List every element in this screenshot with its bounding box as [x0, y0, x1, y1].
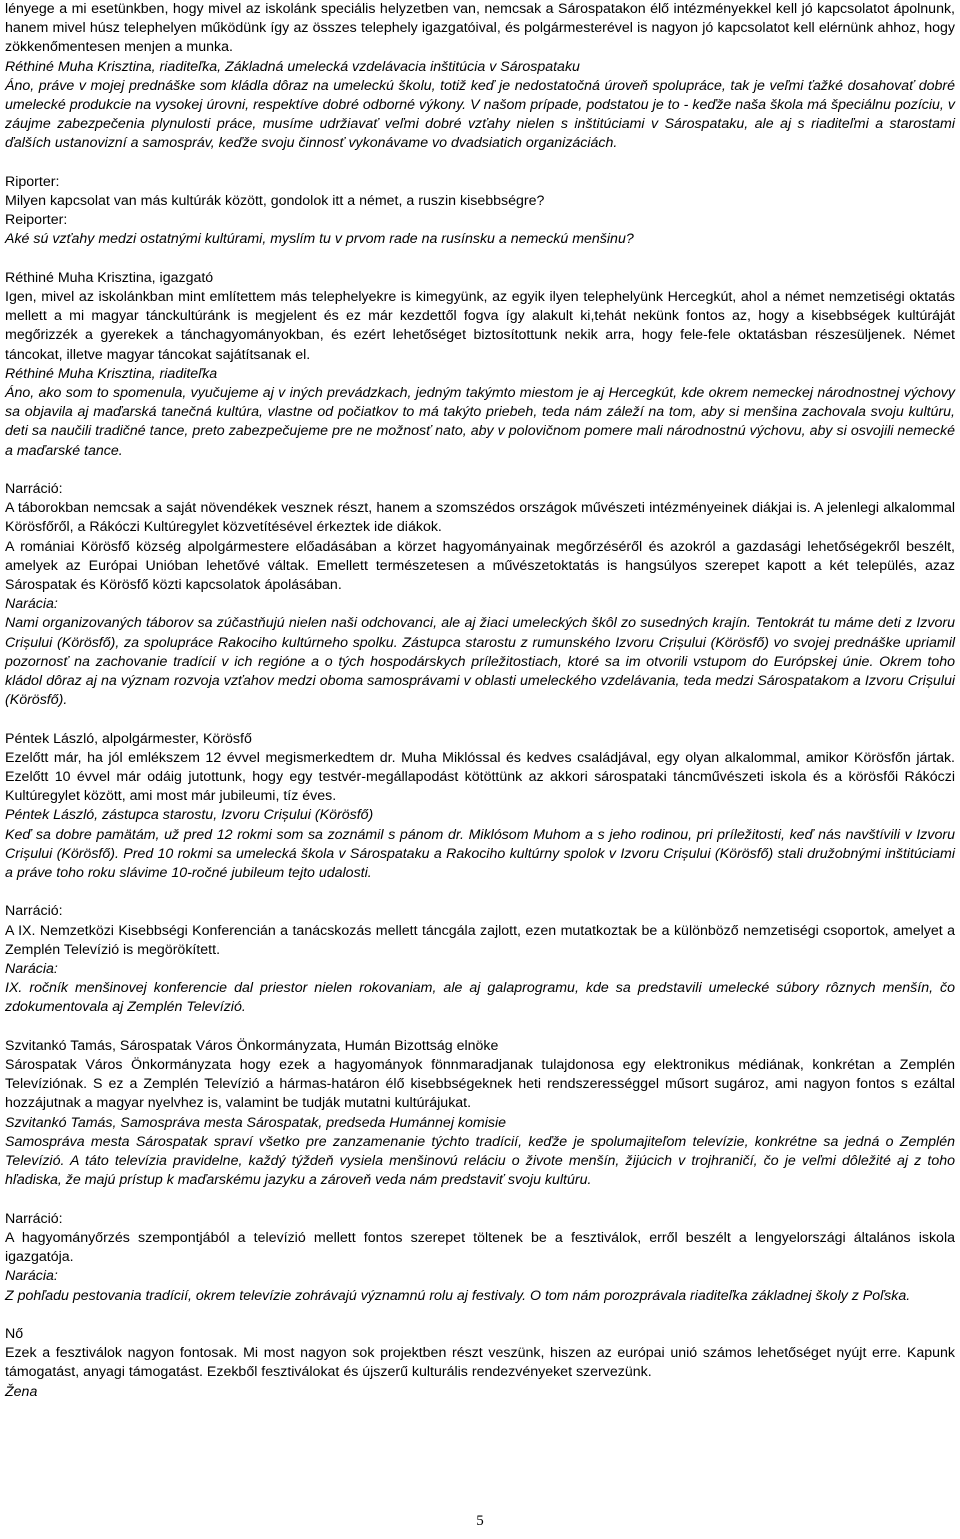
slovak-paragraph: Szvitankó Tamás, Samospráva mesta Sárospatak, predseda Humánnej komisie: [5, 1114, 507, 1131]
hungarian-paragraph: Igen, mivel az iskolánkban mint említettem más telephelyekre is kimegyünk, az egyik ilyen telephelyünk Hercegkút, ahol a német nemzetiségi oktatás mellett a mi magyar tánckultúránk is megjelent és ez már kezdettől fogva így alakult ki,tehát nekünk fontos az, hogy a kisebbségek kultúráját megőrizzék a gyerekek a tánchagyományokban, és ezért lehetőséget biztosítottunk nekik arra, hogy fele-fele oktatásban részesüljenek. Német táncokat, illetve magyar táncokat sajátítsanak el.: [5, 289, 955, 363]
hungarian-paragraph: Péntek László, alpolgármester, Körösfő: [5, 730, 252, 747]
hungarian-paragraph: Narráció:: [5, 1210, 63, 1227]
slovak-paragraph: Réthiné Muha Krisztina, riaditeľka: [5, 365, 218, 382]
hungarian-paragraph: Ezelőtt már, ha jól emlékszem 12 évvel megismerkedtem dr. Muha Miklóssal és kedves családjával, egy olyan alkalommal, amikor Körösfőn jártak. Ezelőtt 10 évvel már odáig jutottunk, hogy egy testvér-megállapodást kötöttünk az akkori sárospataki táncművészeti iskola és a körösfői Rákóczi Kultúregylet között, ami most már jubileumi, tíz éves.: [5, 749, 955, 805]
paragraph-gap: [5, 250, 955, 269]
paragraph-gap: [5, 1018, 955, 1037]
hungarian-paragraph: Nő: [5, 1325, 24, 1342]
slovak-paragraph: Áno, práve v mojej prednáške som kládla dôraz na umeleckú školu, totiž keď je nedostatočná úroveň spolupráce, tak je veľmi ťažké dosahovať dobré umelecké produkcie na vysokej úrovni, respektíve dobré odborné výkony. V našom prípade, podstatou je to - keďže naša škola má špeciálnu pozíciu, v záujme zabezpečenia plynulosti práce, musíme udržiavať veľmi dobré vzťahy nielen s inštitúciami v Sárospataku, ale aj s riaditeľmi a starostami ďalších ustanovizní a samospráv, keďže svoju činnosť vykonávame vo dvadsiatich organizáciách.: [5, 77, 955, 152]
slovak-paragraph: Péntek László, zástupca starostu, Izvoru Crișului (Körösfő): [5, 807, 374, 824]
slovak-paragraph: Nami organizovaných táborov sa zúčastňujú nielen naši odchovanci, ale aj žiaci umeleckých škôl zo susedných krajín. Tentokrát tu máme deti z Izvoru Crișului (Körösfő), za spolupráce Rakociho kultúrneho spolku. Zástupca starostu z rumunského Izvoru Crișului (Körösfő) vo svojej prednáške upriamil pozornosť na zachovanie tradícií v ich regióne a o tých hospodárskych príležitostiach, ktoré sa im otvorili vstupom do Európskej únie. Okrem toho kládol dôraz aj na význam rozvoja vzťahov medzi oboma samosprávami v oblasti umeleckého vzdelávania, teda medzi Sárospatakom a Izvoru Crișului (Körösfő).: [5, 615, 955, 709]
hungarian-paragraph: Milyen kapcsolat van más kultúrák között, gondolok itt a német, a ruszin kisebbségre?: [5, 193, 545, 210]
hungarian-paragraph: lényege a mi esetünkben, hogy mivel az iskolánk speciális helyzetben van, nemcsak a Sárospatakon élő intézményekkel kell jó kapcsolatot ápolnunk, hanem mivel húsz telephelyen működünk így az összes telephely igazgatóival, és polgármesterével is nagyon jó kapcsolatot kell elérnünk ahhoz, hogy zökkenőmentesen menjen a munka.: [5, 1, 955, 56]
paragraph-gap: [5, 1191, 955, 1210]
hungarian-paragraph: Reiporter:: [5, 212, 68, 229]
hungarian-paragraph: Szvitankó Tamás, Sárospatak Város Önkormányzata, Humán Bizottság elnöke: [5, 1037, 499, 1054]
hungarian-paragraph: A IX. Nemzetközi Kisebbségi Konferencián a tanácskozás mellett táncgála zajlott, ezen mutatkoztak be a különböző nemzetiségi csoportok, amelyet a Zemplén Televízió is megörökített.: [5, 922, 955, 958]
document-page: [5, 0, 955, 1402]
slovak-paragraph: IX. ročník menšinovej konferencie dal priestor nielen rokovaniam, ale aj galaprogramu, kde sa predstavili umelecké súbory rôznych menšín, čo zdokumentovala aj Zemplén Televízió.: [5, 980, 955, 1016]
hungarian-paragraph: A hagyományőrzés szempontjából a televízió mellett fontos szerepet töltenek be a fesztiválok, erről beszélt a lengyelországi általános iskola igazgatója.: [5, 1229, 955, 1266]
slovak-paragraph: Keď sa dobre pamätám, už pred 12 rokmi som sa zoznámil s pánom dr. Miklósom Muhom a s jeho rodinou, pri príležitosti, keď nás navštívili v Izvoru Crișului (Körösfő). Pred 10 rokmi sa umelecká škola v Sárospataku a Rakociho kultúrny spolok v Izvoru Crișului (Körösfő) stali družobnými inštitúciami a práve toho roku slávime 10-ročné jubileum tejto udalosti.: [5, 826, 955, 882]
paragraph-gap: [5, 710, 955, 729]
hungarian-paragraph: Ezek a fesztiválok nagyon fontosak. Mi most nagyon sok projektben részt veszünk, hiszen az európai unió számos lehetőséget nyújt erre. Kapunk támogatást, anyagi támogatást. Ezekből fesztiválokat és újszerű kulturális rendezvényeket szervezünk.: [5, 1345, 955, 1381]
paragraph-gap: [5, 154, 955, 173]
paragraph-gap: [5, 461, 955, 480]
hungarian-paragraph: Sárospatak Város Önkormányzata hogy ezek a hagyományok fönnmaradjanak tulajdonosa egy elektronikus médiának, konkrétan a Zemplén Televíziónak. S ez a Zemplén Televízió a hármas-határon élő kisebbségeknek heti rendszerességgel műsort sugároz, ami nagyon fontos s ezáltal hozzájutnak a magyar nyelvhez is, valamint be tudják mutatni kultúrájukat.: [5, 1057, 955, 1112]
hungarian-paragraph: A táborokban nemcsak a saját növendékek vesznek részt, hanem a szomszédos országok művészeti intézményeinek diákjai is. A jelenlegi alkalommal Körösfőről, a Rákóczi Kultúregylet közvetítésével érkeztek ide diákok.: [5, 500, 955, 536]
slovak-paragraph: Narácia:: [5, 1268, 58, 1285]
hungarian-paragraph: Réthiné Muha Krisztina, igazgató: [5, 269, 214, 286]
paragraph-gap: [5, 1306, 955, 1325]
paragraph-gap: [5, 883, 955, 902]
slovak-paragraph: Žena: [5, 1383, 38, 1400]
slovak-paragraph: Aké sú vzťahy medzi ostatnými kultúrami, myslím tu v prvom rade na rusínsku a nemeckú menšinu?: [5, 231, 634, 248]
hungarian-paragraph: Narráció:: [5, 903, 63, 920]
hungarian-paragraph: A romániai Körösfő község alpolgármestere előadásában a körzet hagyományainak megőrzéséről és azokról a gazdasági lehetőségekről beszélt, amelyek az Európai Unióban lehetővé váltak. Emellett természetesen a művészetoktatás is hangsúlyos szerepet kapott a két település, azaz Sárospatak és Körösfő közti kapcsolatok ápolásában.: [5, 538, 955, 594]
slovak-paragraph: Z pohľadu pestovania tradícií, okrem televízie zohrávajú významnú rolu aj festivaly. O tom nám porozprávala riaditeľka základnej školy z Poľska.: [5, 1287, 911, 1304]
page-number: 5: [476, 1513, 484, 1529]
slovak-paragraph: Áno, ako som to spomenula, vyučujeme aj v iných prevádzkach, jedným takýmto miestom je aj Hercegkút, kde okrem nemeckej národnostnej výchovy sa objavila aj maďarská tanečná kultúra, vlastne od počiatkov to má takýto priebeh, teda nám záleží na tom, aby si menšina zachovala svoju kultúru, deti sa naučili tradičné tance, preto zabezpečujeme pre ne možnosť nato, aby v polovičnom pomere mali národnostnú výchovu, aby si osvojili nemecké a maďarské tance.: [5, 385, 955, 459]
hungarian-paragraph: Narráció:: [5, 481, 63, 498]
slovak-paragraph: Narácia:: [5, 596, 58, 613]
slovak-paragraph: Réthiné Muha Krisztina, riaditeľka, Základná umelecká vzdelávacia inštitúcia v Sárospataku: [5, 58, 580, 75]
hungarian-paragraph: Riporter:: [5, 173, 60, 190]
slovak-paragraph: Samospráva mesta Sárospatak spraví všetko pre zanzamenanie týchto tradícií, keďže je spolumajiteľom televízie, konkrétne sa jedná o Zemplén Televízió. A táto televízia pravidelne, každý týždeň vysiela menšinovú reláciu o živote menšín, žijúcich v trojhraničí, čo je veľmi dôležité aj z toho hľadiska, že majú prístup k maďarskému jazyku a zároveň veda nám predstaviť svoju kultúru.: [5, 1133, 955, 1189]
slovak-paragraph: Narácia:: [5, 961, 58, 978]
